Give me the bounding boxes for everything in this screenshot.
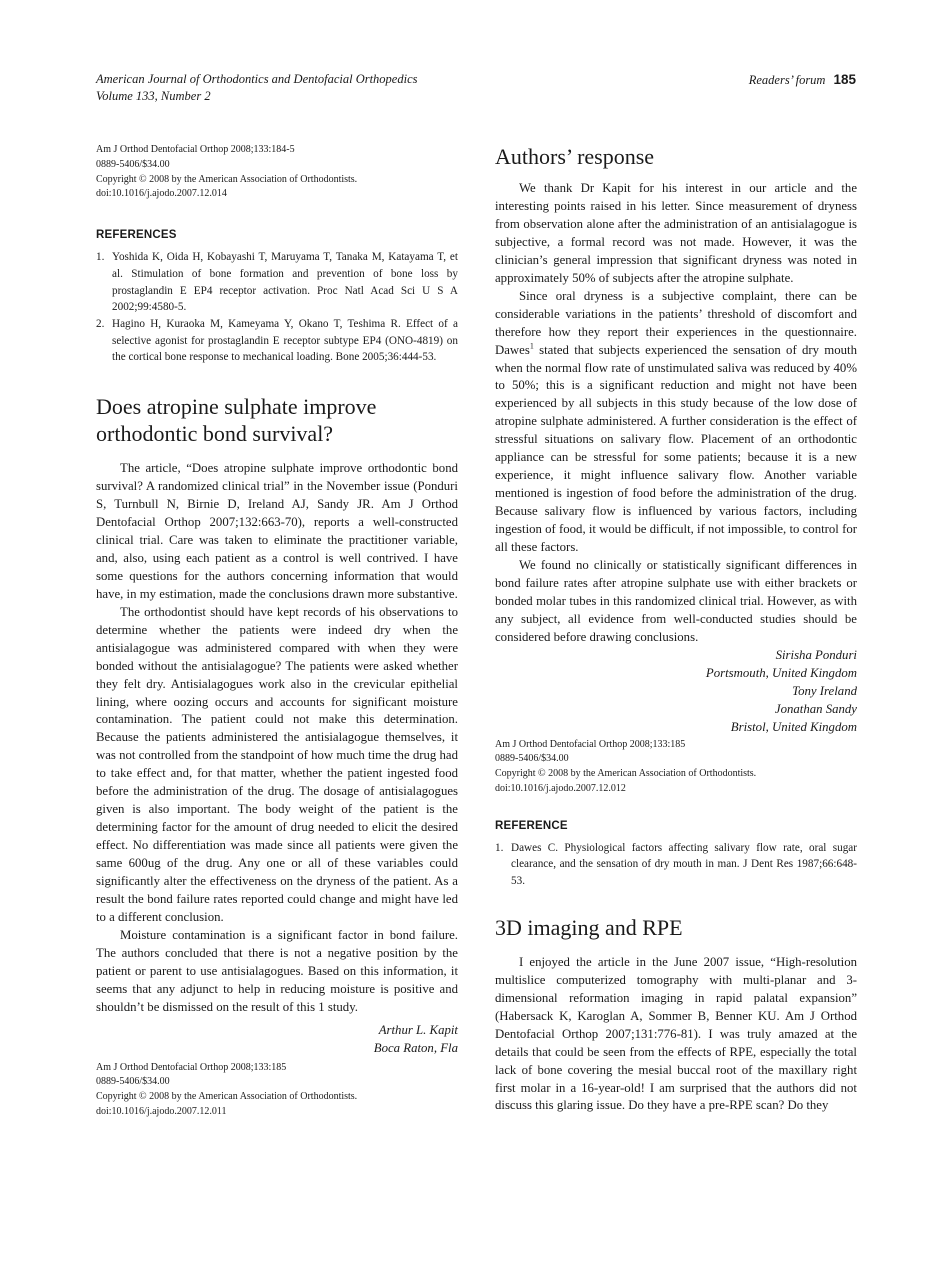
paragraph: We thank Dr Kapit for his interest in our article and the interesting points raised in his letter. Since measurement of dryness from observation alone after the administration of an antisialagogue is subjective, a formal record was not made. However, it was the clinician’s general impression that significant dryness was noted in approximately 50% of subjects after the atropine sulphate.: [495, 181, 857, 285]
author-signature: [96, 1022, 458, 1058]
citation-block-response: [495, 738, 857, 797]
citation-line: doi:10.1016/j.ajodo.2007.12.012: [495, 782, 626, 794]
reference-text: Hagino H, Kuraoka M, Kameyama Y, Okano T, Teshima R. Effect of a selective agonist for prostaglandin E receptor subtype EP4 (ONO-4819) on the cortical bone response to mechanical loading. Bone 2005;36:444-53.: [112, 318, 458, 364]
paragraph: The orthodontist should have kept records of his observations to determine whether the patients were indeed dry when the antisialagogue was administered compared with when they were bonded without the antisialagogue? The patients were asked whether they felt dry. Antisialagogues work also in the crevicular epithelial lining, where oozing occurs and accounts for significant moisture contamination. The patient could not make this determination. Because the patients administered the antisialagogue themselves, it was not controlled from the standpoint of how much time the drug had to take effect and, for that matter, whether the patient ingested food before the administration of the drug. The dosage of antisialagogues given is also important. The body weight of the patient is the determining factor for the amount of drug needed to elicit the desired effect. No differentiation was made since all patients were given the same 600ug of the drug. Any one or all of these variables could significantly alter the effectiveness on the dryness of the patient. As a result the bond failure rates reported could change and might have led to a different conclusion.: [96, 604, 458, 924]
citation-line: doi:10.1016/j.ajodo.2007.12.014: [96, 188, 227, 200]
references-heading: REFERENCES: [96, 229, 177, 242]
paragraph: The article, “Does atropine sulphate improve orthodontic bond survival? A randomized clinical trial” in the November issue (Ponduri S, Turnbull N, Birnie D, Ireland AJ, Sandy JR. Am J Orthod Dentofacial Orthop 2007;132:663-70), reports a well-constructed clinical trial. Care was taken to eliminate the practitioner variable, and, also, using each patient as a control is well contrived. I have some questions for the authors concerning information that would have, in my estimation, made the conclusions drawn more substantive.: [96, 461, 458, 601]
author-location: Bristol, United Kingdom: [730, 719, 857, 734]
response-title: Authors’ response: [495, 144, 655, 169]
letter-body: [96, 460, 458, 1017]
citation-block-bottom: [96, 1061, 458, 1120]
running-header-journal: [96, 71, 536, 105]
paragraph: Moisture contamination is a significant factor in bond failure. The authors concluded that there is not a negative position by the patient or parent to use antisialagogues. Based on this information, it seems that any adjunct to help in reducing moisture is positive and shouldn’t be dismissed on the result of this 1 study.: [96, 927, 458, 1014]
citation-line: Am J Orthod Dentofacial Orthop 2008;133:185: [495, 738, 686, 750]
response-body: [495, 180, 857, 647]
citation-line: 0889-5406/$34.00: [96, 1076, 170, 1088]
reference-list: [495, 840, 857, 890]
reference-item: [495, 840, 857, 890]
right-column: [495, 143, 857, 1115]
reference-item: [96, 249, 458, 316]
citation-line: 0889-5406/$34.00: [96, 158, 170, 170]
paragraph: [495, 288, 857, 557]
paragraph-text: Since oral dryness is a subjective complaint, there can be considerable variations in the patients’ threshold of discomfort and therefore how they report their experiences in the questionnaire. Dawes: [495, 288, 857, 357]
author-signatures: [495, 647, 857, 737]
journal-volume: Volume 133, Number 2: [96, 89, 211, 103]
citation-line: Copyright © 2008 by the American Association of Orthodontists.: [96, 1091, 358, 1103]
author-name: Sirisha Ponduri: [775, 647, 857, 662]
rpe-body: [495, 954, 857, 1116]
author-name: Arthur L. Kapit: [378, 1022, 458, 1037]
author-name: Tony Ireland: [792, 683, 857, 698]
reference-text: Yoshida K, Oida H, Kobayashi T, Maruyama T, Tanaka M, Katayama T, et al. Stimulation of bone formation and prevention of bone loss by prostaglandin E EP4 receptor activation. Proc Natl Acad Sci U S A 2002;99:4580-5.: [112, 251, 458, 314]
citation-line: Copyright © 2008 by the American Association of Orthodontists.: [96, 173, 358, 185]
citation-superscript: 1: [529, 341, 534, 351]
journal-name: American Journal of Orthodontics and Dentofacial Orthopedics: [96, 72, 418, 86]
left-column: [96, 143, 458, 1120]
reference-item: [96, 316, 458, 366]
article-title: Does atropine sulphate improve orthodontic bond survival?: [96, 394, 377, 447]
citation-line: Am J Orthod Dentofacial Orthop 2008;133:184-5: [96, 144, 295, 155]
paragraph-text: stated that subjects experienced the sensation of dry mouth when the normal flow rate of unstimulated saliva was reduced by 40% to 50%; this is a significant reduction and might not have been experienced by all subjects in this study because of the low dose of atropine sulphate administered. A further consideration is the effect of stressful situations on salivary flow. Placement of an orthodontic appliance can be stressful for some patients; because it is a new experience, it might influence salivary flow. Another variable mentioned is ingestion of food before the administration of the drug. Because salivary flow is influenced by various factors, including ingestion of food, it would be difficult, if not impossible, to control for all these factors.: [495, 342, 858, 555]
citation-line: 0889-5406/$34.00: [495, 753, 569, 765]
section-name: Readers’ forum: [748, 73, 826, 87]
citation-line: doi:10.1016/j.ajodo.2007.12.011: [96, 1105, 227, 1117]
reference-number: 1.: [96, 251, 105, 264]
running-header-section: [749, 71, 856, 89]
paragraph: We found no clinically or statistically significant differences in bond failure rates after atropine sulphate use with either brackets or bonded molar tubes in this randomized clinical trial. However, as with any subject, all evidence from well-conducted studies should be considered before drawing conclusions.: [495, 558, 857, 644]
reference-heading: REFERENCE: [495, 819, 568, 832]
citation-block-top: [96, 143, 458, 202]
author-name: Jonathan Sandy: [774, 701, 857, 716]
references-list: [96, 249, 458, 366]
citation-line: Am J Orthod Dentofacial Orthop 2008;133:185: [96, 1061, 287, 1073]
reference-number: 1.: [495, 841, 504, 854]
reference-text: Dawes C. Physiological factors affecting salivary flow rate, oral sugar clearance, and the sensation of dry mouth in man. J Dent Res 1987;66:648-53.: [511, 841, 857, 888]
citation-line: Copyright © 2008 by the American Association of Orthodontists.: [495, 768, 757, 780]
page-number: 185: [833, 72, 856, 87]
reference-number: 2.: [96, 318, 105, 330]
author-location: Boca Raton, Fla: [373, 1040, 458, 1055]
author-location: Portsmouth, United Kingdom: [705, 665, 857, 680]
rpe-title: 3D imaging and RPE: [495, 914, 683, 940]
paragraph: I enjoyed the article in the June 2007 issue, “High-resolution multislice computerized tomography with multi-planar and 3-dimensional reformation imaging in rapid palatal expansion” (Habersack K, Karoglan A, Sommer B, Benner KU. Am J Orthod Dentofacial Orthop 2007;131:776-81). I was truly amazed at the details that could be seen from the effects of RPE, especially the total lack of bone covering the mesial buccal root of the maxillary right first molar in a 16-year-old! I am surprised that the authors did not discuss this glaring issue. Do they have a pre-RPE scan? Do they: [495, 954, 857, 1113]
